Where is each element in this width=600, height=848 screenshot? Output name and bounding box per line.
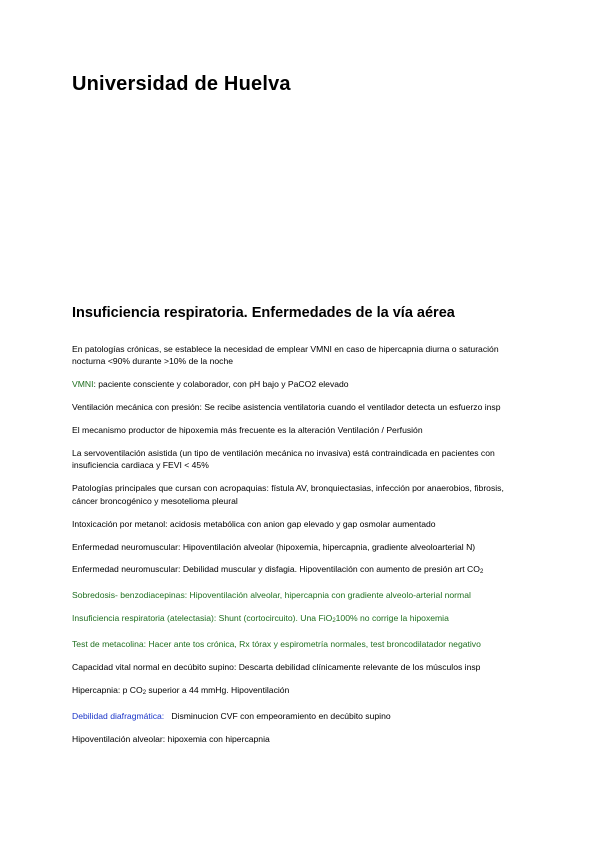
note-diaphragm (72, 710, 532, 722)
university-title: Universidad de Huelva (72, 73, 291, 95)
note-text: : paciente consciente y colaborador, con pH bajo y PaCO2 elevado (93, 379, 349, 390)
note-tail: superior a 44 mmHg. Hipoventilación (146, 685, 290, 695)
note-servoventilation (72, 447, 532, 472)
notes-list (72, 343, 532, 756)
note-text: Test de metacolina: Hacer ante tos crónica, Rx tórax y espirometría normales, test broncodilatador negativo (72, 639, 481, 650)
note-hypoxemia-mechanism (72, 424, 532, 436)
note-text: El mecanismo productor de hipoxemia más frecuente es la alteración Ventilación / Perfusión (72, 425, 423, 436)
note-text: Hipercapnia: p CO (72, 685, 143, 695)
note-vmni-indication (72, 378, 532, 390)
note-text: Capacidad vital normal en decúbito supino: Descarta debilidad clínicamente relevante de los músculos insp (72, 662, 481, 673)
note-text: La servoventilación asistida (un tipo de ventilación mecánica no invasiva) está contraindicada en pacientes con insuficiencia cardiaca y FEVI < 45% (72, 448, 495, 471)
note-text: Patologías principales que cursan con acropaquias: fístula AV, bronquiectasias, infección por anaerobios, fibrosis, cáncer broncogénico y mesotelioma pleural (72, 483, 504, 506)
note-prefix: Debilidad diafragmática: (72, 710, 165, 721)
note-neuromuscular-2 (72, 563, 532, 578)
note-prefix: VMNI (72, 379, 94, 390)
note-alveolar-hypoventilation (72, 733, 532, 745)
note-methacholine (72, 638, 532, 650)
note-text: Sobredosis- benzodiacepinas: Hipoventilación alveolar, hipercapnia con gradiente alveolo-arterial normal (72, 590, 471, 601)
note-text: Intoxicación por metanol: acidosis metabólica con anion gap elevado y gap osmolar aumentado (72, 518, 436, 529)
note-text: Insuficiencia respiratoria (atelectasia): Shunt (cortocircuito). Una FiO (72, 613, 333, 624)
note-acropachy (72, 482, 532, 507)
note-text: Enfermedad neuromuscular: Hipoventilación alveolar (hipoxemia, hipercapnia, gradiente alveoloarterial N) (72, 541, 476, 552)
note-text: En patologías crónicas, se establece la necesidad de emplear VMNI en caso de hipercapnia diurna o saturación nocturna <90% durante >10% de la noche (72, 344, 499, 367)
note-hypercapnia (72, 684, 532, 699)
note-benzodiazepines (72, 589, 532, 601)
note-tail: 100% no corrige la hipoxemia (335, 613, 449, 624)
note-vmni-chronic (72, 343, 532, 368)
note-text: Disminucion CVF con empeoramiento en decúbito supino (164, 710, 391, 721)
note-pressure-ventilation (72, 401, 532, 413)
note-vital-capacity (72, 661, 532, 673)
note-text: Hipoventilación alveolar: hipoxemia con hipercapnia (72, 733, 270, 744)
note-text: Ventilación mecánica con presión: Se recibe asistencia ventilatoria cuando el ventilador detecta un esfuerzo insp (72, 402, 501, 413)
note-methanol (72, 518, 532, 530)
note-subscript: 2 (142, 690, 147, 696)
note-atelectasis (72, 612, 532, 627)
note-subscript: 2 (332, 618, 336, 625)
note-subscript: 2 (479, 569, 484, 576)
section-heading: Insuficiencia respiratoria. Enfermedades de la vía aérea (72, 305, 455, 321)
note-neuromuscular-1 (72, 541, 532, 553)
note-text: Enfermedad neuromuscular: Debilidad muscular y disfagia. Hipoventilación con aumento de presión art CO (72, 564, 480, 575)
